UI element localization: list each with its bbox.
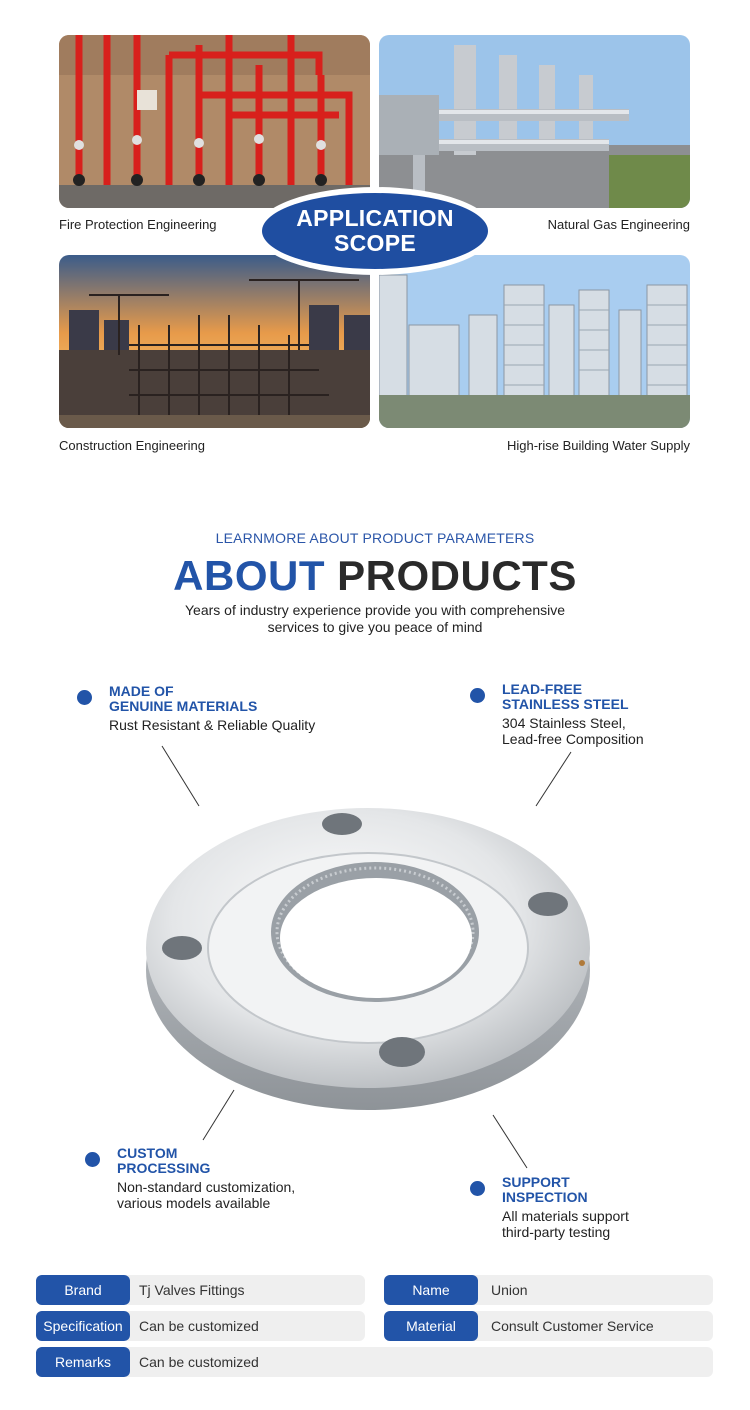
param-label: Name <box>384 1275 478 1305</box>
construction-photo <box>59 255 370 428</box>
section-eyebrow: LEARNMORE ABOUT PRODUCT PARAMETERS <box>215 530 535 546</box>
feature-desc <box>502 715 644 747</box>
param-row-brand <box>36 1275 366 1305</box>
feature-title-line: PROCESSING <box>117 1160 211 1176</box>
subline-line: Years of industry experience provide you with comprehensive <box>184 602 566 618</box>
param-value: Can be customized <box>139 1318 259 1334</box>
feature-title <box>502 1175 588 1205</box>
natural-gas-photo <box>379 35 690 208</box>
param-label: Specification <box>36 1311 130 1341</box>
feature-title <box>109 684 257 714</box>
param-row-bg <box>36 1347 713 1377</box>
feature-desc-line: third-party testing <box>502 1224 611 1240</box>
badge-line: APPLICATION <box>296 205 454 231</box>
param-row-name <box>384 1275 714 1305</box>
feature-title-line: SUPPORT <box>502 1174 570 1190</box>
feature-desc <box>117 1179 295 1211</box>
param-row-specification <box>36 1311 366 1341</box>
feature-title-line: MADE OF <box>109 683 174 699</box>
flange-image <box>140 800 600 1120</box>
subline-line: services to give you peace of mind <box>267 619 483 635</box>
param-label: Material <box>384 1311 478 1341</box>
param-value: Tj Valves Fittings <box>139 1282 245 1298</box>
feature-desc <box>502 1208 629 1240</box>
section-headline <box>0 552 750 600</box>
feature-title-line: STAINLESS STEEL <box>502 696 629 712</box>
feature-bullet <box>470 1181 485 1196</box>
scope-caption: Construction Engineering <box>59 438 205 453</box>
param-value: Consult Customer Service <box>491 1318 654 1334</box>
param-label: Remarks <box>36 1347 130 1377</box>
feature-title-line: GENUINE MATERIALS <box>109 698 258 714</box>
headline-dark: PRODUCTS <box>337 552 577 599</box>
scope-caption: Natural Gas Engineering <box>547 217 690 232</box>
feature-title-line: INSPECTION <box>502 1189 588 1205</box>
application-scope-badge <box>262 193 488 269</box>
feature-title <box>502 682 629 712</box>
feature-title <box>117 1146 210 1176</box>
feature-desc-line: Lead-free Composition <box>502 731 644 747</box>
feature-desc-line: Non-standard customization, <box>117 1179 296 1195</box>
feature-desc-line: All materials support <box>502 1208 629 1224</box>
feature-bullet <box>85 1152 100 1167</box>
feature-desc-line: 304 Stainless Steel, <box>502 715 626 731</box>
feature-desc <box>109 717 315 733</box>
badge-line: SCOPE <box>333 230 417 256</box>
headline-blue: ABOUT <box>173 552 325 599</box>
param-value: Can be customized <box>139 1354 259 1370</box>
feature-desc-line: Rust Resistant & Reliable Quality <box>109 717 316 733</box>
feature-title-line: LEAD-FREE <box>502 681 583 697</box>
feature-bullet <box>470 688 485 703</box>
fire-protection-photo <box>59 35 370 208</box>
param-value: Union <box>491 1282 528 1298</box>
param-row-remarks <box>36 1347 713 1377</box>
highrise-photo <box>379 255 690 428</box>
section-subline <box>150 602 600 636</box>
param-row-material <box>384 1311 714 1341</box>
feature-desc-line: various models available <box>117 1195 271 1211</box>
scope-caption: Fire Protection Engineering <box>59 217 217 232</box>
param-label: Brand <box>36 1275 130 1305</box>
feature-title-line: CUSTOM <box>117 1145 178 1161</box>
scope-caption: High-rise Building Water Supply <box>506 438 690 453</box>
feature-bullet <box>77 690 92 705</box>
